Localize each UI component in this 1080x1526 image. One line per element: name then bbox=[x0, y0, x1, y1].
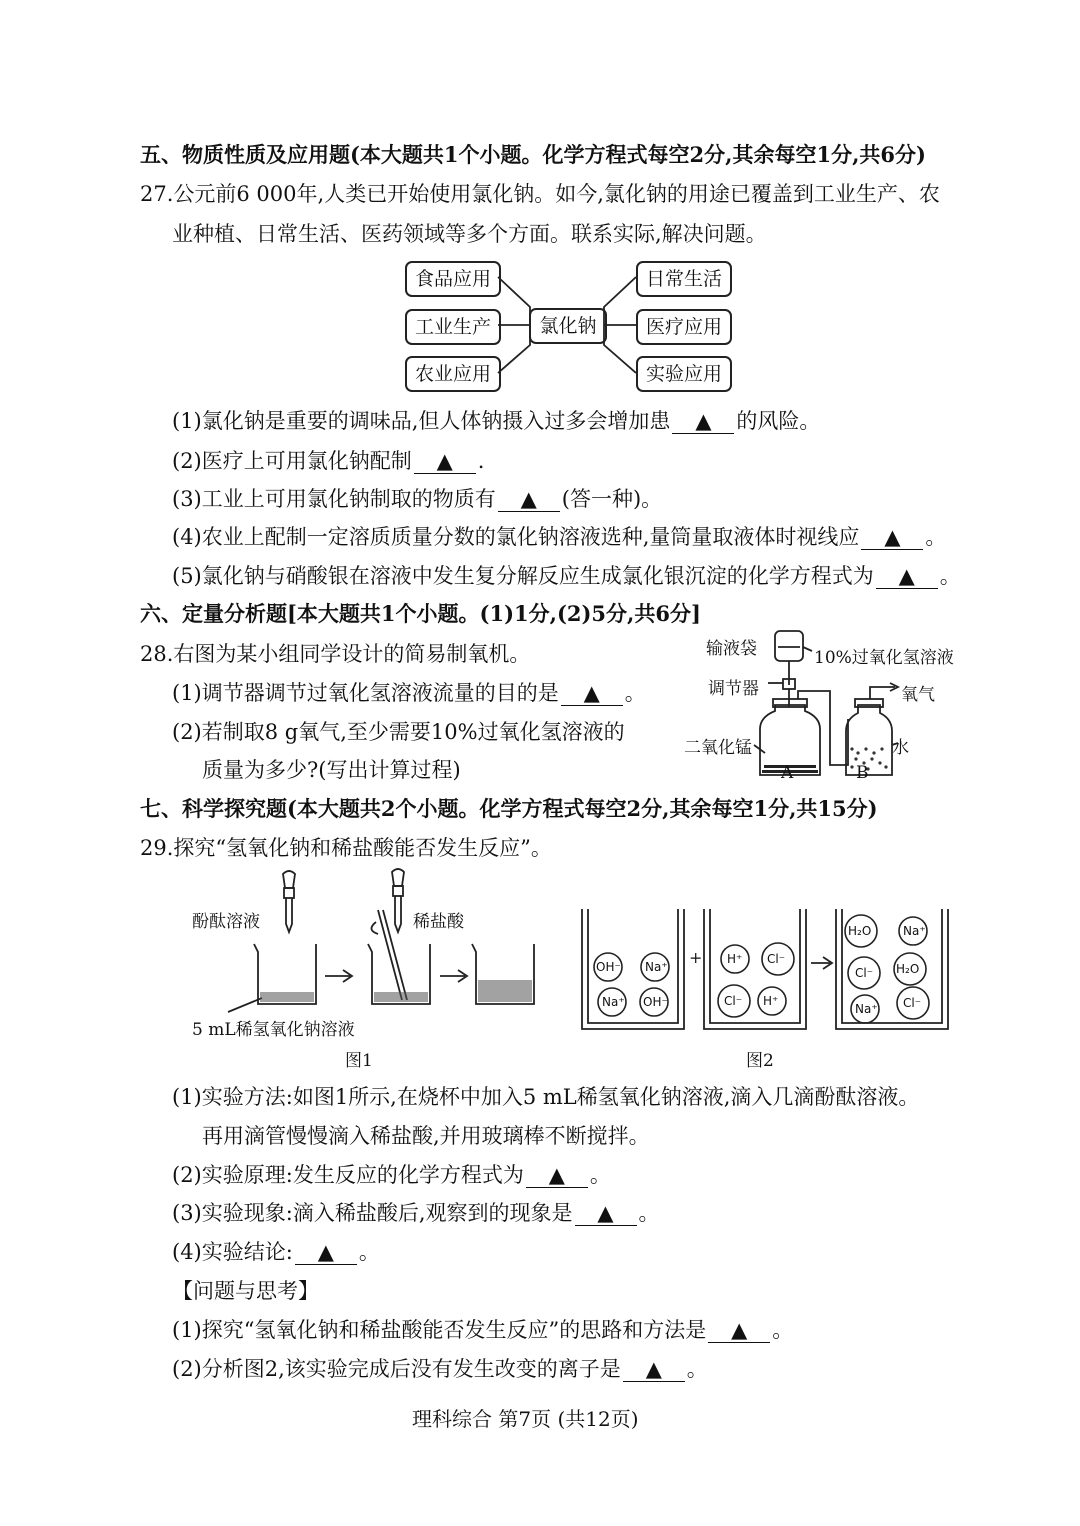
ion-cl-2: Cl⁻ bbox=[724, 994, 743, 1008]
q27-stem-line2: 业种植、日常生活、医药领域等多个方面。联系实际,解决问题。 bbox=[172, 222, 767, 246]
q29-4-post: 。 bbox=[358, 1240, 380, 1264]
q27-3-text: (3)工业上可用氯化钠制取的物质有 bbox=[172, 487, 496, 511]
q27-1 bbox=[172, 407, 820, 435]
ion-cl-3: Cl⁻ bbox=[855, 966, 874, 980]
q27-stem-line1: 27.公元前6 000年,人类已开始使用氯化钠。如今,氯化钠的用途已覆盖到工业生产、农 bbox=[140, 182, 940, 206]
q28-stem: 28.右图为某小组同学设计的简易制氧机。 bbox=[140, 642, 531, 666]
figure2-caption: 图2 bbox=[746, 1051, 774, 1071]
answer-blank[interactable]: ▲ bbox=[414, 449, 476, 474]
q29-1-line2: 再用滴管慢慢滴入稀盐酸,并用玻璃棒不断搅拌。 bbox=[202, 1124, 650, 1148]
ion-cl-1: Cl⁻ bbox=[767, 952, 786, 966]
q27-2-post: . bbox=[477, 449, 485, 473]
ion-na-1: Na⁺ bbox=[645, 960, 668, 974]
q28-2-line1: (2)若制取8 g氧气,至少需要10%过氧化氢溶液的 bbox=[172, 720, 625, 744]
mindmap-left-2: 工业生产 bbox=[405, 309, 501, 345]
q27-3 bbox=[172, 485, 662, 513]
section7-heading: 七、科学探究题(本大题共2个小题。化学方程式每空2分,其余每空1分,共15分) bbox=[140, 796, 878, 821]
mindmap-right-1: 日常生活 bbox=[636, 261, 732, 297]
q27-1-post: 的风险。 bbox=[736, 409, 821, 433]
think-heading: 【问题与思考】 bbox=[172, 1279, 319, 1303]
q28-2-line2: 质量为多少?(写出计算过程) bbox=[202, 758, 461, 782]
ion-h-1: H⁺ bbox=[727, 952, 743, 966]
q29-4-text: (4)实验结论: bbox=[172, 1240, 293, 1264]
ion-na-4: Na⁺ bbox=[855, 1002, 878, 1016]
answer-blank[interactable]: ▲ bbox=[295, 1240, 357, 1265]
answer-blank[interactable]: ▲ bbox=[498, 487, 560, 512]
mindmap-left-1: 食品应用 bbox=[405, 261, 501, 297]
label-iv-bag: 输液袋 bbox=[706, 639, 757, 659]
think-2-text: (2)分析图2,该实验完成后没有发生改变的离子是 bbox=[172, 1357, 621, 1381]
q27-5-text: (5)氯化钠与硝酸银在溶液中发生复分解反应生成氯化银沉淀的化学方程式为 bbox=[172, 564, 874, 588]
mindmap-left-3: 农业应用 bbox=[405, 356, 501, 392]
label-oxygen: 氧气 bbox=[901, 685, 935, 705]
q27-3-post: (答一种)。 bbox=[561, 487, 663, 511]
label-naoh-solution: 5 mL稀氢氧化钠溶液 bbox=[192, 1020, 355, 1040]
figure1-caption: 图1 bbox=[345, 1051, 373, 1071]
q27-1-text: (1)氯化钠是重要的调味品,但人体钠摄入过多会增加患 bbox=[172, 409, 671, 433]
q29-2-post: 。 bbox=[589, 1163, 611, 1187]
mindmap-center: 氯化钠 bbox=[529, 308, 607, 344]
answer-blank[interactable]: ▲ bbox=[561, 681, 623, 706]
q29-stem: 29.探究“氢氧化钠和稀盐酸能否发生反应”。 bbox=[140, 836, 552, 860]
q27-4 bbox=[172, 523, 946, 551]
q29-4 bbox=[172, 1238, 380, 1266]
figure1-diagram bbox=[190, 868, 560, 1018]
mindmap-right-2: 医疗应用 bbox=[636, 309, 732, 345]
label-mno2: 二氧化锰 bbox=[684, 738, 752, 758]
label-h2o2-solution: 10%过氧化氢溶液 bbox=[814, 648, 954, 668]
molecule-h2o-1: H₂O bbox=[848, 924, 872, 938]
ion-na-2: Na⁺ bbox=[602, 995, 625, 1009]
label-phenolphthalein: 酚酞溶液 bbox=[192, 912, 260, 932]
q29-3-text: (3)实验现象:滴入稀盐酸后,观察到的现象是 bbox=[172, 1201, 573, 1225]
q29-3 bbox=[172, 1199, 660, 1227]
q27-5 bbox=[172, 562, 961, 590]
think-1-text: (1)探究“氢氧化钠和稀盐酸能否发生反应”的思路和方法是 bbox=[172, 1318, 707, 1342]
answer-blank[interactable]: ▲ bbox=[861, 525, 923, 550]
page-footer: 理科综合 第7页 (共12页) bbox=[412, 1407, 639, 1431]
q27-2-text: (2)医疗上可用氯化钠配制 bbox=[172, 449, 412, 473]
q27-2 bbox=[172, 447, 484, 475]
label-dilute-hcl: 稀盐酸 bbox=[413, 912, 464, 932]
think-1 bbox=[172, 1316, 793, 1344]
q29-3-post: 。 bbox=[638, 1201, 660, 1225]
plus-sign: + bbox=[689, 948, 703, 967]
ion-oh-1: OH⁻ bbox=[596, 960, 621, 974]
ion-h-2: H⁺ bbox=[763, 994, 779, 1008]
section5-heading: 五、物质性质及应用题(本大题共1个小题。化学方程式每空2分,其余每空1分,共6分) bbox=[140, 142, 926, 167]
ion-na-3: Na⁺ bbox=[903, 924, 926, 938]
q29-2 bbox=[172, 1161, 611, 1189]
ion-cl-4: Cl⁻ bbox=[903, 996, 922, 1010]
label-regulator: 调节器 bbox=[708, 679, 759, 699]
ion-oh-2: OH⁻ bbox=[643, 995, 668, 1009]
section6-heading: 六、定量分析题[本大题共1个小题。(1)1分,(2)5分,共6分] bbox=[140, 601, 701, 626]
label-bottle-b: B bbox=[856, 763, 869, 783]
answer-blank[interactable]: ▲ bbox=[526, 1163, 588, 1188]
q29-2-text: (2)实验原理:发生反应的化学方程式为 bbox=[172, 1163, 524, 1187]
answer-blank[interactable]: ▲ bbox=[708, 1318, 770, 1343]
answer-blank[interactable]: ▲ bbox=[623, 1357, 685, 1382]
think-1-post: 。 bbox=[772, 1318, 794, 1342]
mindmap-right-3: 实验应用 bbox=[636, 356, 732, 392]
label-water: 水 bbox=[892, 738, 909, 758]
label-bottle-a: A bbox=[781, 763, 794, 783]
q29-1-line1: (1)实验方法:如图1所示,在烧杯中加入5 mL稀氢氧化钠溶液,滴入几滴酚酞溶液。 bbox=[172, 1085, 920, 1109]
q28-1-post: 。 bbox=[624, 681, 646, 705]
think-2-post: 。 bbox=[686, 1357, 708, 1381]
molecule-h2o-2: H₂O bbox=[896, 962, 920, 976]
answer-blank[interactable]: ▲ bbox=[575, 1201, 637, 1226]
q28-1-text: (1)调节器调节过氧化氢溶液流量的目的是 bbox=[172, 681, 559, 705]
answer-blank[interactable]: ▲ bbox=[672, 409, 734, 434]
q28-1 bbox=[172, 679, 646, 707]
q27-5-post: 。 bbox=[939, 564, 961, 588]
q27-4-text: (4)农业上配制一定溶质质量分数的氯化钠溶液选种,量筒量取液体时视线应 bbox=[172, 525, 860, 549]
answer-blank[interactable]: ▲ bbox=[876, 564, 938, 589]
q27-4-post: 。 bbox=[925, 525, 947, 549]
think-2 bbox=[172, 1355, 708, 1383]
